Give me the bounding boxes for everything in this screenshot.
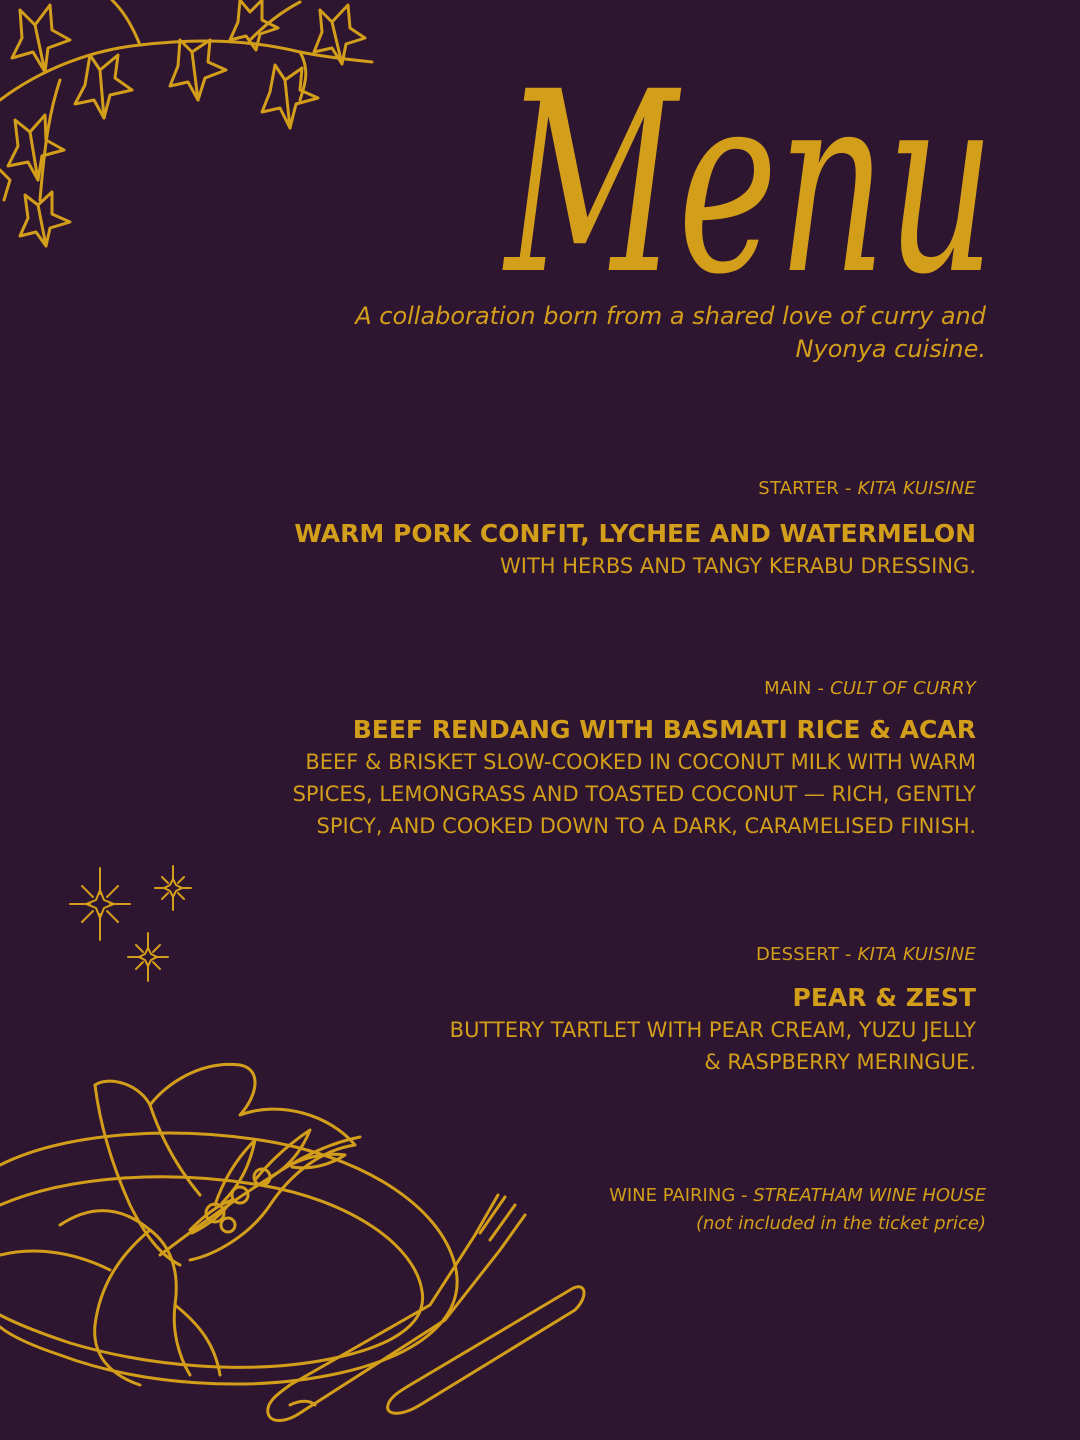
dish-description-line: WITH HERBS AND TANGY KERABU DRESSING.	[499, 554, 976, 578]
course-label	[76, 942, 976, 968]
dish-description-line: BEEF & BRISKET SLOW-COOKED IN COCONUT MILK WITH WARM	[305, 750, 976, 774]
course-type: DESSERT	[755, 944, 840, 965]
dish-name: WARM PORK CONFIT, LYCHEE AND WATERMELON	[294, 519, 976, 548]
dish-description-line: SPICES, LEMONGRASS AND TOASTED COCONUT — RICH, GENTLY	[292, 782, 976, 806]
course-type: MAIN	[764, 678, 812, 699]
menu-title-text: Menu	[502, 60, 995, 290]
dish-description-line: SPICY, AND COOKED DOWN TO A DARK, CARAMELISED FINISH.	[316, 814, 976, 838]
tagline-line-1: A collaboration born from a shared love of curry and	[355, 302, 986, 330]
menu-title	[500, 60, 1000, 290]
dish-description-line: BUTTERY TARTLET WITH PEAR CREAM, YUZU JELLY	[449, 1018, 976, 1042]
wine-supplier: STREATHAM WINE HOUSE	[753, 1185, 986, 1206]
dish-description	[76, 550, 976, 582]
ivy-leaves-illustration	[0, 0, 380, 250]
dish-description	[76, 746, 976, 842]
tagline	[266, 300, 986, 366]
course-label	[76, 676, 976, 702]
wine-note: (not included in the ticket price)	[695, 1213, 986, 1234]
tagline-line-2: Nyonya cuisine.	[795, 335, 986, 363]
course-label	[76, 476, 976, 502]
label-separator: -	[735, 1185, 754, 1206]
label-separator: -	[811, 678, 831, 699]
plate-napkin-fork-illustration	[0, 1055, 600, 1440]
wine-title: WINE PAIRING	[609, 1185, 736, 1206]
course-chef: KITA KUISINE	[857, 478, 976, 499]
label-separator: -	[839, 478, 858, 499]
course-type: STARTER	[758, 478, 840, 499]
dish-name: PEAR & ZEST	[792, 983, 976, 1012]
course-chef: CULT OF CURRY	[830, 678, 976, 699]
course-main	[76, 676, 976, 842]
dish-name: BEEF RENDANG WITH BASMATI RICE & ACAR	[352, 715, 976, 744]
course-chef: KITA KUISINE	[857, 944, 976, 965]
label-separator: -	[839, 944, 858, 965]
dish-description-line: & RASPBERRY MERINGUE.	[704, 1050, 976, 1074]
course-starter	[76, 476, 976, 582]
